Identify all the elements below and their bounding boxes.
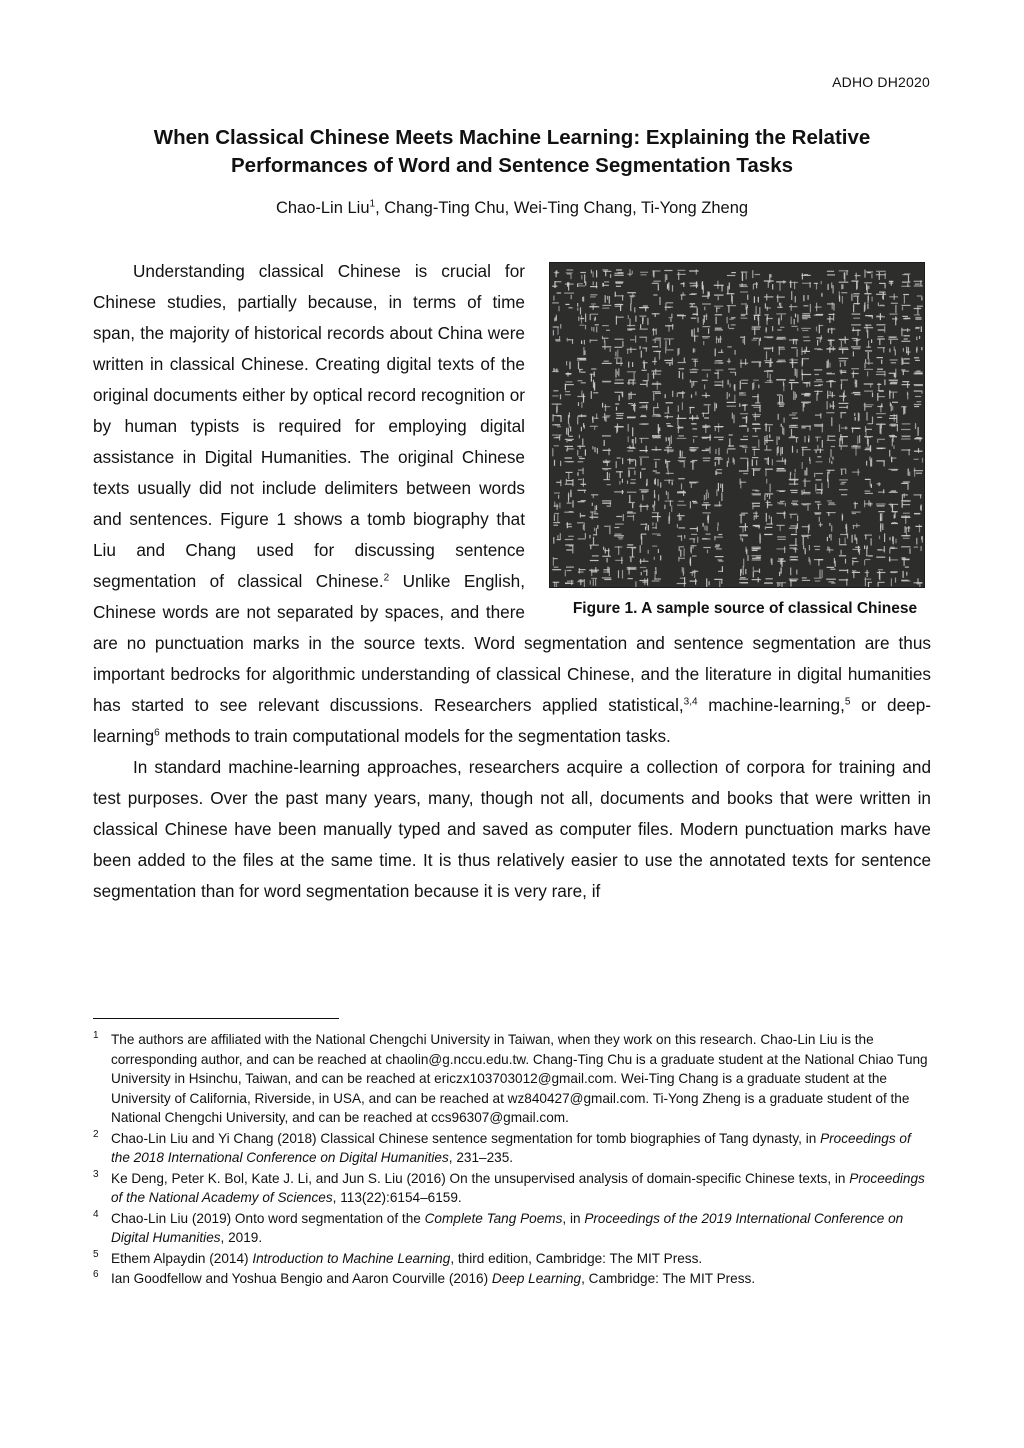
footnote-2: 2 Chao-Lin Liu and Yi Chang (2018) Classical Chinese sentence segmentation for tomb biographies of Tang dynasty, in Proceedings of the 2018 International Conference on Digital Humanities, 231–235. [93, 1129, 933, 1168]
glyph-mark [914, 513, 920, 515]
title-line-2: Performances of Word and Sentence Segmentation Tasks [231, 154, 793, 177]
footnote-number: 5 [93, 1248, 99, 1260]
footnote-5: 5 Ethem Alpaydin (2014) Introduction to Machine Learning, third edition, Cambridge: The MIT Press. [93, 1249, 933, 1269]
conference-tag: ADHO DH2020 [832, 74, 930, 90]
glyph-mark [764, 534, 772, 535]
glyph-mark [907, 392, 908, 400]
footnote-divider [93, 1018, 339, 1019]
footnote-number: 1 [93, 1030, 99, 1041]
figure-caption: Figure 1. A sample source of classical Chinese [572, 600, 918, 617]
footnote-ref-6: 6 [154, 727, 160, 739]
footnote-ref-3-4: 3,4 [683, 696, 698, 708]
footnote-3: 3 Ke Deng, Peter K. Bol, Kate J. Li, and Jun S. Liu (2016) On the unsupervised analysis of domain-specific Chinese texts, in Proceedings of the National Academy of Sciences, 113(22):6154–6159. [93, 1169, 933, 1208]
glyph-mark [821, 293, 822, 297]
glyph-mark [652, 435, 661, 438]
author-rest: , Chang-Ting Chu, Wei-Ting Chang, Ti-Yong Zheng [375, 199, 749, 217]
glyph-mark [582, 297, 584, 302]
paragraph-1: Understanding classical Chinese is crucial for Chinese studies, partially because, in terms of time span, the majority of historical records about China were written in classical Chinese. Creating digital texts of the original documents either by optical record recognition or by human typists is required for employing digital assistance in Digital Humanities. The original Chinese texts usually did not include delimiters between words and sentences. Figure 1 shows a tomb biography that Liu and Chang used for discussing sentence segmentation of classical Chinese.$^2$ Unlike English, Chinese words are not separated by spaces, and there are no punctuation marks in the source texts. Word segmentation and sentence segmentation are thus important bedrocks for algorithmic understanding of classical Chinese, and the literature in digital humanities has started to see relevant discussions. Researchers applied statistical,$^{3,4}$ machine-learning,$^5$ or deep-learning$^6$ methods to train computational models for the segmentation tasks. [93, 261, 931, 746]
glyph-mark [751, 555, 761, 561]
glyph-mark [914, 384, 923, 386]
author-list [100, 199, 924, 218]
glyph-mark [759, 533, 760, 543]
author-footnote-ref: 1 [369, 198, 376, 210]
footnote-number: 3 [93, 1168, 99, 1180]
glyph-mark [627, 417, 636, 419]
glyph-mark [616, 413, 624, 419]
paper-title [100, 124, 924, 180]
footnote-number: 4 [93, 1208, 99, 1220]
glyph-mark [602, 381, 611, 383]
figure-1 [539, 262, 951, 622]
footnote-ref-2: 2 [383, 572, 390, 584]
paragraph-2: In standard machine-learning approaches, researchers acquire a collection of corpora for training and test purposes. Over the past many years, many, though not all, documents and books that were written in classical Chinese have been manually typed and saved as computer files. Modern punctuation marks have been added to the files at the same time. It is thus relatively easier to use the annotated texts for sentence segmentation than for word segmentation because it is very rare, if [93, 757, 931, 901]
footnote-1: 1 The authors are affiliated with the National Chengchi University in Taiwan, when they work on this research. Chao-Lin Liu is the corresponding author, and can be reached at chaolin@g.nccu.edu.tw. Chang-Ting Chu is a graduate student at the National Chiao Tung University in Hsinchu, Taiwan, and can be reached at ericzx103703012@gmail.com. Wei-Ting Chang is a graduate student at the University of California, Riverside, in USA, and can be reached at wz840427@gmail.com. Ti-Yong Zheng is a graduate student of the National Chengchi University, and can be reached at ccs96307@gmail.com. [93, 1030, 933, 1128]
footnote-ref-5: 5 [844, 696, 851, 708]
footnote-number: 2 [93, 1128, 99, 1140]
footnote-number: 6 [93, 1269, 99, 1280]
glyph-mark [639, 423, 648, 424]
glyph-mark [640, 415, 646, 417]
footnote-6: 6 Ian Goodfellow and Yoshua Bengio and Aaron Courville (2016) Deep Learning, Cambridge: The MIT Press. [93, 1269, 933, 1289]
glyph-mark [842, 513, 843, 521]
glyph-mark [876, 557, 885, 558]
footnotes [93, 1030, 933, 1290]
title-line-1: When Classical Chinese Meets Machine Learning: Explaining the Relative [153, 126, 871, 149]
author-first: Chao-Lin Liu [275, 199, 370, 217]
tomb-rubbing-image [549, 262, 925, 588]
footnote-4: 4 Chao-Lin Liu (2019) Onto word segmentation of the Complete Tang Poems, in Proceedings of the 2019 International Conference on Digital Humanities, 2019. [93, 1209, 933, 1248]
body-text [93, 256, 931, 907]
